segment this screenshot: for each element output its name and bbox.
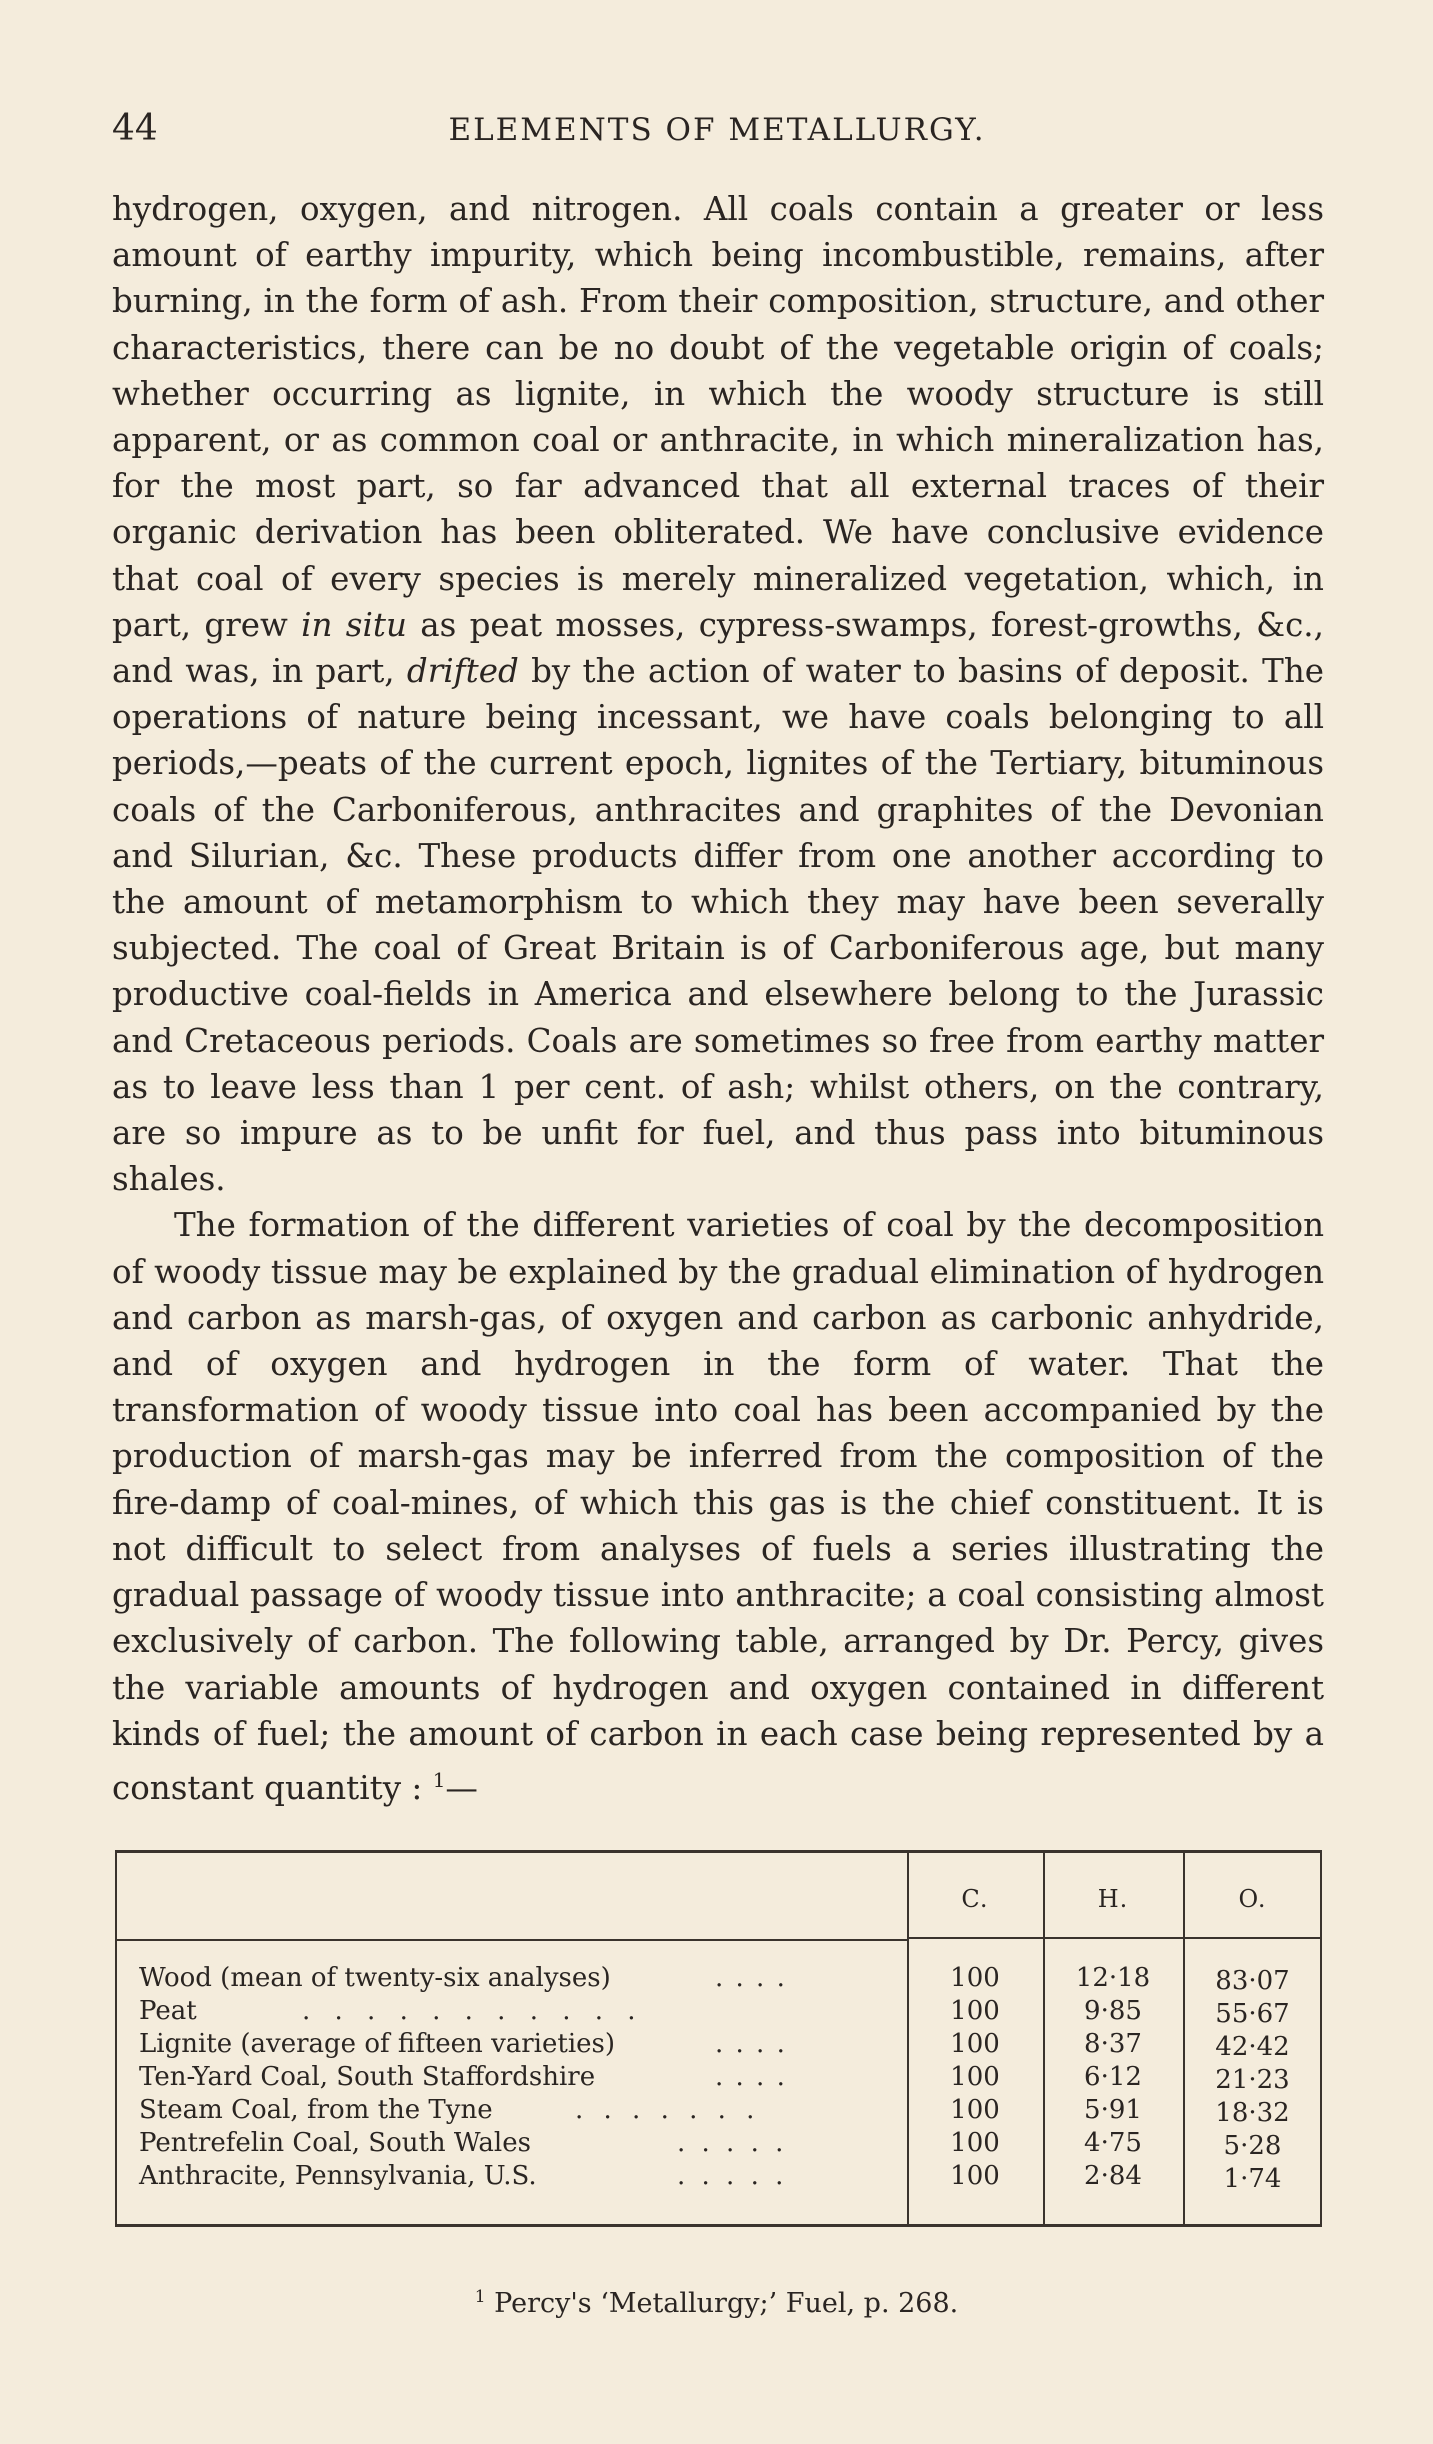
table-row bbox=[117, 2029, 1320, 2062]
dot-leader: . . . . . . . bbox=[575, 2095, 761, 2125]
column-header-hydrogen: H. bbox=[1097, 1885, 1129, 1913]
dot-leader: . . . . . bbox=[677, 2161, 788, 2191]
cell-hydrogen: 4·75 bbox=[1084, 2128, 1142, 2158]
cell-oxygen: 5·28 bbox=[1223, 2131, 1282, 2161]
header-rule bbox=[907, 1937, 1320, 1939]
cell-oxygen: 83·07 bbox=[1215, 1966, 1290, 1996]
footnote bbox=[0, 2287, 1433, 2319]
row-label: Steam Coal, from the Tyne bbox=[139, 2095, 493, 2125]
paragraph-1 bbox=[112, 186, 1324, 1202]
page-header bbox=[112, 108, 1322, 158]
cell-carbon: 100 bbox=[950, 2128, 1000, 2158]
cell-hydrogen: 8·37 bbox=[1084, 2029, 1142, 2059]
paragraph-1-part-e: by the action of water to basins of deposit. The operations of nature being incessant, we have coals belonging to all periods,—peats of the current epoch, lignites of the Tertiary, bituminous coals of the Carboniferous, anthracites and graphites of the Devonian and Silurian, &c. These products differ from one another according to the amount of metamorphism to which they may have been severally subjected. The coal of Great Britain is of Carboniferous age, but many productive coal-fields in America and elsewhere belong to the Jurassic and Cretaceous periods. Coals are sometimes so free from earthy matter as to leave less than 1 per cent. of ash; whilst others, on the contrary, are so impure as to be unfit for fuel, and thus pass into bituminous shales. bbox=[112, 652, 1324, 1199]
cell-hydrogen: 12·18 bbox=[1075, 1963, 1151, 1993]
cell-carbon: 100 bbox=[950, 2161, 1000, 2191]
italic-drifted: drifted bbox=[406, 652, 519, 691]
cell-hydrogen: 5·91 bbox=[1084, 2095, 1142, 2125]
header-rule bbox=[117, 1939, 907, 1941]
body-text bbox=[112, 186, 1324, 1811]
paragraph-1-part-c: as peat mosses, cypress-swamps, forest-growths, &c., and was, in part, bbox=[112, 605, 1324, 691]
row-label: Lignite (average of fifteen varieties) bbox=[139, 2029, 616, 2059]
paragraph-2-text: The formation of the different varieties of coal by the decomposition of woody tissue may be explained by the gradual elimination of hydrogen and carbon as marsh-gas, of oxygen and carbon as carbonic anhydride, and of oxygen and hydrogen in the form of water. That the transformation of woody tissue into coal has been accompanied by the production of marsh-gas may be inferred from the composition of the fire-damp of coal-mines, of which this gas is the chief constituent. It is not difficult to select from analyses of fuels a series illustrating the gradual passage of woody tissue into anthracite; a coal consisting almost exclusively of carbon. The following table, arranged by Dr. Percy, gives the variable amounts of hydrogen and oxygen contained in different kinds of fuel; the amount of carbon in each case being represented by a constant quantity : bbox=[112, 1206, 1324, 1807]
cell-hydrogen: 6·12 bbox=[1084, 2062, 1142, 2092]
cell-carbon: 100 bbox=[950, 1963, 1000, 1993]
table-row bbox=[117, 2128, 1320, 2161]
italic-in-situ: in situ bbox=[301, 605, 407, 644]
column-header-oxygen: O. bbox=[1238, 1885, 1267, 1913]
dot-leader: . . . . bbox=[715, 1963, 787, 1993]
dot-leader: . . . . bbox=[715, 2062, 787, 2092]
paragraph-1-part-a: hydrogen, oxygen, and nitrogen. All coals contain a greater or less amount of earthy impurity, which being incombustible, remains, after burning, in the form of ash. From their composition, structure, and other characteristics, there can be no doubt of the vegetable origin of coals; whether occurring as lignite, in which the woody structure is still apparent, or as common coal or anthracite, in which mineralization has, for the most part, so far advanced that all external traces of their organic derivation has been obliterated. We have conclusive evidence that coal of every species is merely mineralized vegetation, which, in part, grew bbox=[112, 190, 1324, 644]
row-label: Ten-Yard Coal, South Staffordshire bbox=[139, 2062, 596, 2092]
cell-oxygen: 21·23 bbox=[1215, 2065, 1290, 2095]
row-label: Anthracite, Pennsylvania, U.S. bbox=[139, 2161, 537, 2191]
table-row bbox=[117, 1963, 1320, 1996]
footnote-marker: 1 bbox=[474, 2287, 486, 2307]
paragraph-2 bbox=[112, 1202, 1324, 1810]
cell-carbon: 100 bbox=[950, 1996, 1000, 2026]
cell-hydrogen: 9·85 bbox=[1084, 1996, 1142, 2026]
table-row bbox=[117, 2062, 1320, 2095]
dot-leader: . . . . . . . . . . . bbox=[302, 1996, 644, 2026]
paragraph-2-tail: — bbox=[445, 1768, 478, 1807]
cell-oxygen: 1·74 bbox=[1223, 2164, 1282, 2194]
page-number: 44 bbox=[112, 108, 158, 149]
column-header-carbon: C. bbox=[961, 1885, 989, 1913]
cell-carbon: 100 bbox=[950, 2095, 1000, 2125]
footnote-text: Percy's ‘Metallurgy;’ Fuel, p. 268. bbox=[494, 2288, 959, 2319]
fuel-composition-table bbox=[115, 1850, 1322, 2227]
footnote-reference: 1 bbox=[432, 1767, 446, 1792]
table-row bbox=[117, 1996, 1320, 2029]
cell-hydrogen: 2·84 bbox=[1084, 2161, 1142, 2191]
cell-oxygen: 18·32 bbox=[1215, 2098, 1290, 2128]
row-label: Peat bbox=[139, 1996, 197, 2026]
table-row bbox=[117, 2095, 1320, 2128]
dot-leader: . . . . bbox=[715, 2029, 787, 2059]
running-head: ELEMENTS OF METALLURGY. bbox=[448, 112, 986, 148]
row-label: Pentrefelin Coal, South Wales bbox=[139, 2128, 531, 2158]
cell-oxygen: 55·67 bbox=[1215, 1999, 1290, 2029]
table-row bbox=[117, 2161, 1320, 2194]
cell-carbon: 100 bbox=[950, 2029, 1000, 2059]
cell-carbon: 100 bbox=[950, 2062, 1000, 2092]
row-label: Wood (mean of twenty-six analyses) bbox=[139, 1963, 611, 1993]
cell-oxygen: 42·42 bbox=[1215, 2032, 1290, 2062]
dot-leader: . . . . . bbox=[677, 2128, 788, 2158]
